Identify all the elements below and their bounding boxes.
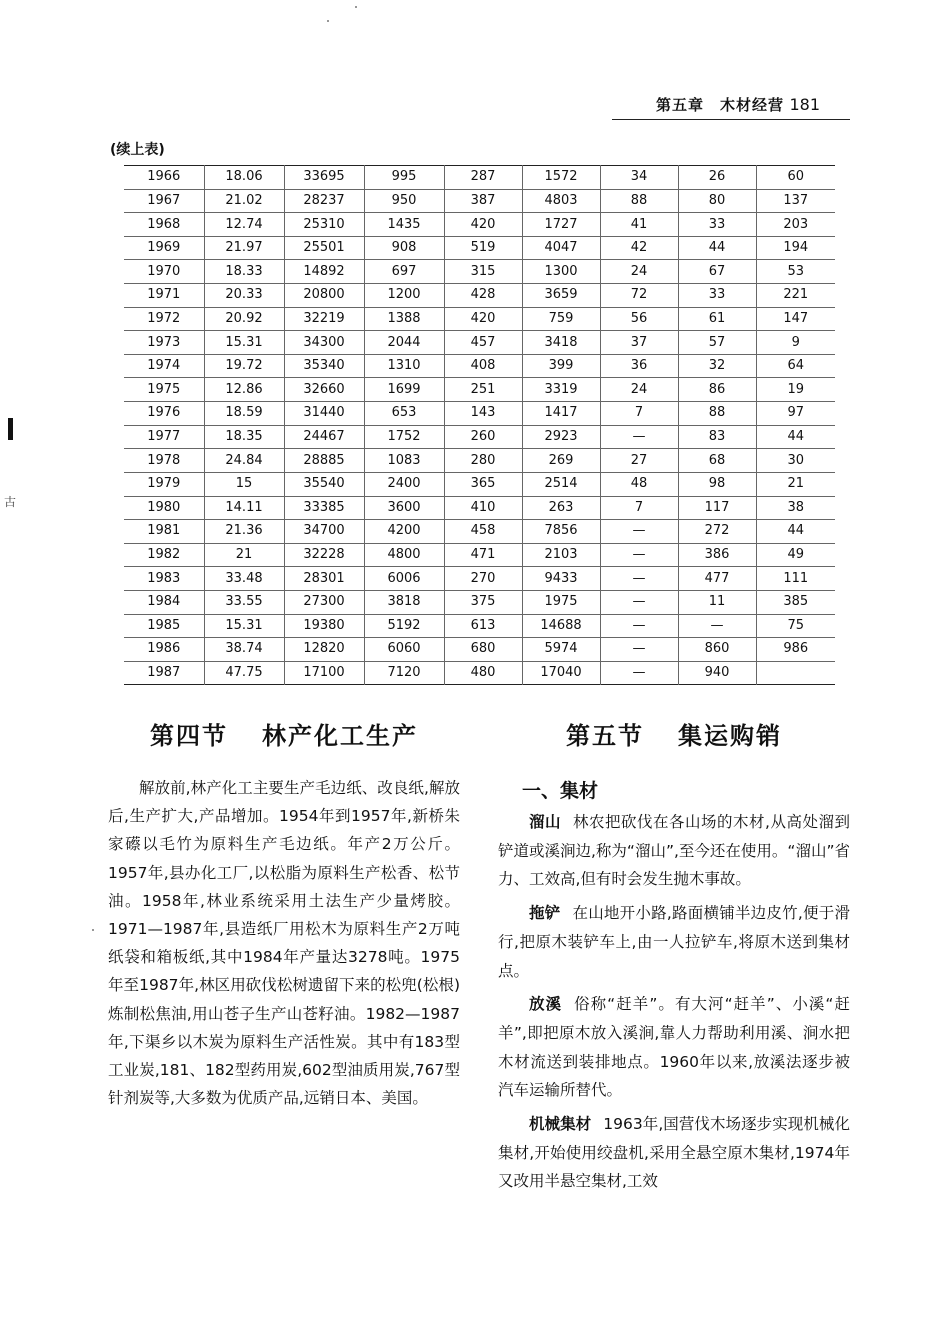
table-cell: 111 (756, 567, 835, 591)
item-paragraph (498, 808, 850, 894)
table-cell: — (600, 425, 678, 449)
table-row (124, 260, 835, 284)
table-cell: 17040 (522, 661, 600, 685)
table-continuation-label: (续上表) (110, 142, 165, 158)
table-cell: 75 (756, 614, 835, 638)
table-row (124, 661, 835, 685)
table-cell: 37 (600, 331, 678, 355)
table-cell: 28301 (284, 567, 364, 591)
table-cell: 1975 (124, 378, 204, 402)
table-cell: 33.48 (204, 567, 284, 591)
table-cell: 9433 (522, 567, 600, 591)
table-cell: 477 (678, 567, 756, 591)
table-cell: 1727 (522, 213, 600, 237)
table-cell: 137 (756, 189, 835, 213)
table-cell: 287 (444, 166, 522, 190)
table-cell: 18.33 (204, 260, 284, 284)
table-cell: 32219 (284, 307, 364, 331)
table-cell: 32 (678, 354, 756, 378)
table-cell: 18.59 (204, 402, 284, 426)
table-cell: 9 (756, 331, 835, 355)
table-row (124, 402, 835, 426)
item-paragraph (498, 1110, 850, 1196)
table-cell: 34 (600, 166, 678, 190)
table-cell: 33 (678, 284, 756, 308)
table-cell: 4800 (364, 543, 444, 567)
table-cell: — (600, 567, 678, 591)
item-term: 放溪 (529, 995, 563, 1014)
table-cell: 15 (204, 472, 284, 496)
table-row (124, 567, 835, 591)
table-cell: 15.31 (204, 614, 284, 638)
table-cell: 4200 (364, 520, 444, 544)
table-cell: 41 (600, 213, 678, 237)
table-cell: 7 (600, 402, 678, 426)
table-row (124, 236, 835, 260)
item-text: 在山地开小路,路面横铺半边皮竹,便于滑行,把原木装铲车上,由一人拉铲车,将原木送到集材点。 (498, 904, 850, 980)
table-row (124, 638, 835, 662)
table-cell: 194 (756, 236, 835, 260)
table-cell: 20.33 (204, 284, 284, 308)
table-cell: — (600, 520, 678, 544)
table-cell: 1974 (124, 354, 204, 378)
table-cell: 32228 (284, 543, 364, 567)
table-cell: 653 (364, 402, 444, 426)
table-cell: 48 (600, 472, 678, 496)
item-term: 机械集材 (529, 1115, 592, 1134)
table-cell: 203 (756, 213, 835, 237)
table-cell: 3659 (522, 284, 600, 308)
table-cell: 940 (678, 661, 756, 685)
scan-speck (355, 6, 357, 8)
table-cell: 428 (444, 284, 522, 308)
table-cell: 33.55 (204, 590, 284, 614)
table-cell: 1977 (124, 425, 204, 449)
table-cell: 375 (444, 590, 522, 614)
table-cell: 33695 (284, 166, 364, 190)
table-cell: 18.06 (204, 166, 284, 190)
table-row (124, 331, 835, 355)
table-row (124, 425, 835, 449)
table-cell: 387 (444, 189, 522, 213)
table-cell: 680 (444, 638, 522, 662)
table-cell: 98 (678, 472, 756, 496)
table-row (124, 166, 835, 190)
table-cell: 221 (756, 284, 835, 308)
table-cell: 280 (444, 449, 522, 473)
table-cell: 1435 (364, 213, 444, 237)
table-cell: 1083 (364, 449, 444, 473)
table-cell: 480 (444, 661, 522, 685)
table-cell: 410 (444, 496, 522, 520)
table-cell: 1417 (522, 402, 600, 426)
table-cell: 986 (756, 638, 835, 662)
table-cell: 315 (444, 260, 522, 284)
table-cell: 7120 (364, 661, 444, 685)
table-row (124, 543, 835, 567)
table-cell: 3818 (364, 590, 444, 614)
table-cell: 14688 (522, 614, 600, 638)
table-cell: 697 (364, 260, 444, 284)
item-term: 溜山 (529, 813, 562, 831)
table-cell (756, 661, 835, 685)
table-cell: 7 (600, 496, 678, 520)
table-row (124, 284, 835, 308)
table-cell: 25310 (284, 213, 364, 237)
table-cell: 860 (678, 638, 756, 662)
table-cell: 1979 (124, 472, 204, 496)
section-4-number: 第四节 (150, 721, 228, 750)
item-paragraph (498, 990, 850, 1105)
table-cell: 3418 (522, 331, 600, 355)
table-cell: 88 (600, 189, 678, 213)
table-cell: 519 (444, 236, 522, 260)
table-cell: 1986 (124, 638, 204, 662)
section-5-heading (566, 716, 782, 751)
table-cell: 17100 (284, 661, 364, 685)
table-cell: 30 (756, 449, 835, 473)
table-cell: 11 (678, 590, 756, 614)
item-paragraph (498, 899, 850, 985)
table-cell: 7856 (522, 520, 600, 544)
table-cell: 6060 (364, 638, 444, 662)
table-cell: 613 (444, 614, 522, 638)
table-cell: 1967 (124, 189, 204, 213)
table-cell: 2400 (364, 472, 444, 496)
table-cell: 32660 (284, 378, 364, 402)
table-cell: 19 (756, 378, 835, 402)
page-number: 181 (789, 95, 820, 114)
table-cell: 6006 (364, 567, 444, 591)
table-cell: 67 (678, 260, 756, 284)
table-cell: — (600, 543, 678, 567)
table-cell: 34300 (284, 331, 364, 355)
table-row (124, 213, 835, 237)
scan-speck (92, 929, 94, 931)
table-cell: 147 (756, 307, 835, 331)
table-cell: 36 (600, 354, 678, 378)
table-cell: 950 (364, 189, 444, 213)
table-cell: 117 (678, 496, 756, 520)
table-cell: 2103 (522, 543, 600, 567)
table-cell: 385 (756, 590, 835, 614)
table-cell: 908 (364, 236, 444, 260)
table-cell: 1976 (124, 402, 204, 426)
table-cell: — (600, 638, 678, 662)
table-cell: 47.75 (204, 661, 284, 685)
table-cell: 1310 (364, 354, 444, 378)
table-cell: — (600, 661, 678, 685)
table-row (124, 354, 835, 378)
section-4-paragraph: 解放前,林产化工主要生产毛边纸、改良纸,解放后,生产扩大,产品增加。1954年到1957年,新桥朱家礤以毛竹为原料生产毛边纸。年产2万公斤。1957年,县办化工厂,以松脂为原料生产松香、松节油。1958年,林业系统采用土法生产少量烤胶。1971—1987年,县造纸厂用松木为原料生产2万吨纸袋和箱板纸,其中1984年产量达3278吨。1975年至1987年,林区用砍伐松树遗留下来的松兜(松根)炼制松焦油,用山苍子生产山苍籽油。1982—1987年,下渠乡以木炭为原料生产活性炭。其中有183型工业炭,181、182型药用炭,602型油质用炭,767型针剂炭等,大多数为优质产品,远销日本、美国。 (108, 779, 460, 1108)
table-cell: 21.97 (204, 236, 284, 260)
table-cell: 5974 (522, 638, 600, 662)
table-cell: 24467 (284, 425, 364, 449)
table-cell: 97 (756, 402, 835, 426)
table-cell: 270 (444, 567, 522, 591)
table-cell: 2514 (522, 472, 600, 496)
table-cell: 1984 (124, 590, 204, 614)
table-cell: 1388 (364, 307, 444, 331)
scan-speck (327, 20, 329, 22)
table-cell: 471 (444, 543, 522, 567)
statistics-table (124, 165, 835, 685)
table-cell: 35540 (284, 472, 364, 496)
table-cell: 12820 (284, 638, 364, 662)
section-5-title: 集运购销 (678, 721, 782, 750)
table-cell: 20800 (284, 284, 364, 308)
table-cell: 1975 (522, 590, 600, 614)
table-cell: 20.92 (204, 307, 284, 331)
table-cell: 2923 (522, 425, 600, 449)
table-cell: 1970 (124, 260, 204, 284)
running-header (612, 90, 850, 120)
table-row (124, 496, 835, 520)
table-cell: — (600, 614, 678, 638)
table-cell: 14.11 (204, 496, 284, 520)
table-cell: 21.02 (204, 189, 284, 213)
table-cell: 1973 (124, 331, 204, 355)
table-cell: 53 (756, 260, 835, 284)
table-cell: 4047 (522, 236, 600, 260)
table-cell: 21 (756, 472, 835, 496)
table-cell: 19380 (284, 614, 364, 638)
table-cell: 18.35 (204, 425, 284, 449)
section-4-heading (150, 716, 418, 751)
table-cell: 3319 (522, 378, 600, 402)
table-cell: 24 (600, 378, 678, 402)
table-cell: 1985 (124, 614, 204, 638)
section-4-title: 林产化工生产 (262, 721, 418, 750)
table-cell: 64 (756, 354, 835, 378)
table-row (124, 614, 835, 638)
table-row (124, 472, 835, 496)
table-cell: 260 (444, 425, 522, 449)
table-cell: 269 (522, 449, 600, 473)
table-cell: 72 (600, 284, 678, 308)
table-cell: 80 (678, 189, 756, 213)
table-row (124, 189, 835, 213)
table-cell: 35340 (284, 354, 364, 378)
table-cell: 26 (678, 166, 756, 190)
table-cell: 68 (678, 449, 756, 473)
table-cell: 12.86 (204, 378, 284, 402)
item-text: 林农把砍伐在各山场的木材,从高处溜到铲道或溪涧边,称为“溜山”,至今还在使用。“溜山”省力、工效高,但有时会发生抛木事故。 (498, 813, 850, 889)
table-cell: 1983 (124, 567, 204, 591)
section-5-body (498, 776, 850, 1201)
binding-mark (8, 418, 13, 440)
table-cell: 24 (600, 260, 678, 284)
table-cell: 1968 (124, 213, 204, 237)
table-cell: 251 (444, 378, 522, 402)
table-cell: 21.36 (204, 520, 284, 544)
table-cell: 1300 (522, 260, 600, 284)
table-cell: 1982 (124, 543, 204, 567)
table-cell: 420 (444, 213, 522, 237)
table-cell: 27 (600, 449, 678, 473)
table-cell: 44 (756, 425, 835, 449)
table-cell: 1969 (124, 236, 204, 260)
table-cell: — (600, 590, 678, 614)
table-cell: 44 (756, 520, 835, 544)
table-cell: 42 (600, 236, 678, 260)
table-cell: 28885 (284, 449, 364, 473)
table-cell: 38 (756, 496, 835, 520)
table-cell: 83 (678, 425, 756, 449)
item-text: 1963年,国营伐木场逐步实现机械化集材,开始使用绞盘机,采用全悬空原木集材,1974年又改用半悬空集材,工效 (498, 1115, 850, 1191)
table-cell: 4803 (522, 189, 600, 213)
chapter-title: 第五章 木材经营 (656, 96, 785, 114)
table-cell: 1981 (124, 520, 204, 544)
table-cell: 759 (522, 307, 600, 331)
table-cell: 88 (678, 402, 756, 426)
table-cell: 34700 (284, 520, 364, 544)
table-cell: 143 (444, 402, 522, 426)
table-cell: — (678, 614, 756, 638)
table-cell: 12.74 (204, 213, 284, 237)
table-cell: 24.84 (204, 449, 284, 473)
table-cell: 1971 (124, 284, 204, 308)
table-row (124, 307, 835, 331)
table-cell: 1980 (124, 496, 204, 520)
table-row (124, 520, 835, 544)
table-cell: 61 (678, 307, 756, 331)
table-cell: 44 (678, 236, 756, 260)
section-4-body (108, 774, 460, 1112)
table-cell: 365 (444, 472, 522, 496)
table-row (124, 378, 835, 402)
item-text: 俗称“赶羊”。有大河“赶羊”、小溪“赶羊”,即把原木放入溪涧,靠人力帮助利用溪、涧水把木材流送到装排地点。1960年以来,放溪法逐步被汽车运输所替代。 (498, 995, 850, 1100)
table-cell: 1572 (522, 166, 600, 190)
table-cell: 28237 (284, 189, 364, 213)
table-body (124, 166, 835, 685)
table-cell: 15.31 (204, 331, 284, 355)
table-cell: 21 (204, 543, 284, 567)
table-cell: 57 (678, 331, 756, 355)
margin-glyph: 古 (4, 495, 17, 509)
table-cell: 86 (678, 378, 756, 402)
table-cell: 1987 (147, 665, 181, 681)
table-cell: 2044 (364, 331, 444, 355)
table-cell: 27300 (284, 590, 364, 614)
table-cell: 33385 (284, 496, 364, 520)
table-cell: 1699 (364, 378, 444, 402)
table-cell: 420 (444, 307, 522, 331)
table-cell: 457 (444, 331, 522, 355)
subheading-timber-collection: 一、集材 (522, 780, 599, 802)
table-cell: 272 (678, 520, 756, 544)
table-cell: 14892 (284, 260, 364, 284)
table-cell: 3600 (364, 496, 444, 520)
table-cell: 25501 (284, 236, 364, 260)
table-cell: 995 (364, 166, 444, 190)
table-cell: 19.72 (204, 354, 284, 378)
table-cell: 60 (756, 166, 835, 190)
table-cell: 33 (678, 213, 756, 237)
item-term: 拖铲 (529, 904, 561, 923)
table-cell: 5192 (364, 614, 444, 638)
table-cell: 56 (600, 307, 678, 331)
table-cell: 458 (444, 520, 522, 544)
table-cell: 1966 (124, 166, 204, 190)
table-cell: 1752 (364, 425, 444, 449)
table-cell: 399 (522, 354, 600, 378)
table-row (124, 449, 835, 473)
table-cell: 49 (756, 543, 835, 567)
table-cell: 263 (522, 496, 600, 520)
table-cell: 1972 (124, 307, 204, 331)
table-cell: 408 (444, 354, 522, 378)
table-row (124, 590, 835, 614)
table-cell: 31440 (284, 402, 364, 426)
table-cell: 1978 (124, 449, 204, 473)
section-5-number: 第五节 (566, 721, 644, 750)
table-cell: 386 (678, 543, 756, 567)
table-cell: 38.74 (204, 638, 284, 662)
table-cell: 1200 (364, 284, 444, 308)
